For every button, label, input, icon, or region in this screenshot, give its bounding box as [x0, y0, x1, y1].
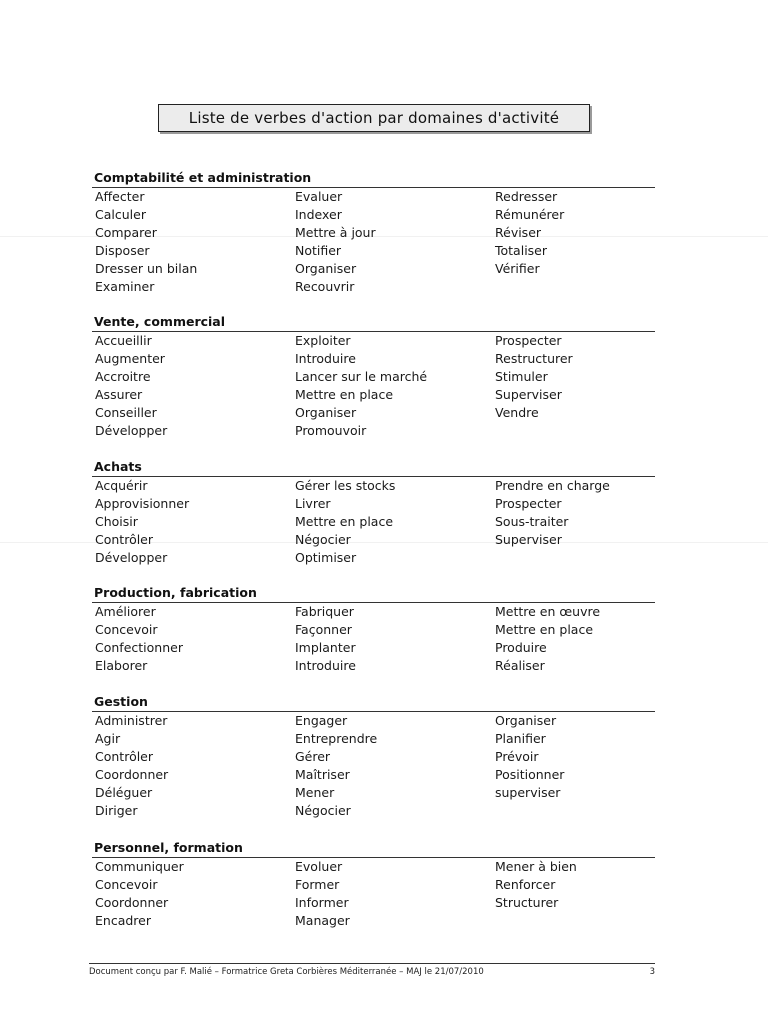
- verb-item: Acquérir: [95, 478, 148, 493]
- verb-item: Mettre en place: [295, 387, 394, 402]
- verb-item: Contrôler: [95, 532, 154, 547]
- verb-column: [495, 858, 655, 930]
- verb-item: Introduire: [295, 658, 356, 673]
- verb-item: Totaliser: [495, 243, 548, 258]
- verb-grid: [92, 712, 655, 820]
- verb-item: Dresser un bilan: [95, 261, 198, 276]
- verb-item: Notifier: [295, 243, 342, 258]
- verb-item: Evoluer: [295, 859, 343, 874]
- verb-item: Communiquer: [95, 859, 184, 874]
- verb-item: Concevoir: [95, 877, 158, 892]
- verb-item: Gérer les stocks: [295, 478, 396, 493]
- verb-item: Rémunérer: [495, 207, 565, 222]
- verb-item: Indexer: [295, 207, 342, 222]
- verb-item: Maîtriser: [295, 767, 350, 782]
- verb-column: [495, 712, 655, 820]
- verb-item: Structurer: [495, 895, 559, 910]
- verb-item: Augmenter: [95, 351, 165, 366]
- verb-item: Développer: [95, 423, 168, 438]
- verb-item: Fabriquer: [295, 604, 354, 619]
- verb-item: Disposer: [95, 243, 150, 258]
- verb-item: Exploiter: [295, 333, 351, 348]
- verb-column: [295, 603, 495, 675]
- verb-item: Mener: [295, 785, 335, 800]
- section-title: Production, fabrication: [94, 585, 257, 600]
- verb-item: Accueillir: [95, 333, 152, 348]
- verb-item: Renforcer: [495, 877, 556, 892]
- verb-column: [295, 188, 495, 296]
- verb-item: Prospecter: [495, 333, 562, 348]
- verb-grid: [92, 188, 655, 296]
- verb-item: Organiser: [295, 261, 357, 276]
- footer-text: Document conçu par F. Malié – Formatrice Greta Corbières Méditerranée – MAJ le 21/07/2010: [89, 967, 484, 977]
- verb-item: Prévoir: [495, 749, 539, 764]
- verb-item: Administrer: [95, 713, 168, 728]
- verb-item: Redresser: [495, 189, 558, 204]
- verb-item: Produire: [495, 640, 547, 655]
- verb-item: Choisir: [95, 514, 138, 529]
- verb-item: Réaliser: [495, 658, 545, 673]
- verb-item: Organiser: [495, 713, 557, 728]
- section-title: Personnel, formation: [94, 840, 243, 855]
- verb-item: Coordonner: [95, 767, 169, 782]
- verb-item: Manager: [295, 913, 350, 928]
- verb-item: Sous-traiter: [495, 514, 569, 529]
- verb-column: [495, 603, 655, 675]
- verb-item: Evaluer: [295, 189, 343, 204]
- verb-column: [295, 858, 495, 930]
- verb-item: Assurer: [95, 387, 143, 402]
- section-title: Comptabilité et administration: [94, 170, 312, 185]
- verb-item: Restructurer: [495, 351, 573, 366]
- verb-item: Examiner: [95, 279, 155, 294]
- verb-grid: [92, 477, 655, 567]
- verb-column: [495, 477, 655, 567]
- verb-item: Façonner: [295, 622, 352, 637]
- verb-column: [92, 477, 295, 567]
- verb-item: Négocier: [295, 803, 351, 818]
- verb-column: [92, 332, 295, 440]
- section: [92, 585, 655, 675]
- verb-item: Mettre à jour: [295, 225, 376, 240]
- verb-item: Informer: [295, 895, 349, 910]
- section: [92, 694, 655, 820]
- section: [92, 459, 655, 567]
- verb-item: Superviser: [495, 387, 562, 402]
- verb-item: Engager: [295, 713, 348, 728]
- verb-item: Mener à bien: [495, 859, 577, 874]
- section: [92, 170, 655, 296]
- verb-item: Coordonner: [95, 895, 169, 910]
- verb-item: Développer: [95, 550, 168, 565]
- verb-column: [495, 332, 655, 440]
- verb-item: Conseiller: [95, 405, 157, 420]
- verb-column: [92, 712, 295, 820]
- verb-item: Prendre en charge: [495, 478, 610, 493]
- section: [92, 314, 655, 440]
- verb-item: Elaborer: [95, 658, 148, 673]
- page-footer: [89, 963, 655, 977]
- verb-item: Améliorer: [95, 604, 156, 619]
- verb-grid: [92, 603, 655, 675]
- verb-item: Promouvoir: [295, 423, 367, 438]
- verb-item: Réviser: [495, 225, 542, 240]
- verb-item: Implanter: [295, 640, 356, 655]
- verb-item: Accroitre: [95, 369, 151, 384]
- verb-item: Calculer: [95, 207, 146, 222]
- verb-item: Approvisionner: [95, 496, 190, 511]
- verb-item: Mettre en place: [495, 622, 594, 637]
- verb-item: Livrer: [295, 496, 331, 511]
- document-title-box: [158, 104, 590, 132]
- section: [92, 840, 655, 930]
- document-title: Liste de verbes d'action par domaines d'activité: [188, 109, 560, 127]
- verb-item: Optimiser: [295, 550, 357, 565]
- section-title: Vente, commercial: [94, 314, 226, 329]
- verb-item: Positionner: [495, 767, 565, 782]
- verb-grid: [92, 332, 655, 440]
- verb-column: [92, 603, 295, 675]
- verb-item: Mettre en œuvre: [495, 604, 601, 619]
- verb-item: Agir: [95, 731, 121, 746]
- verb-column: [295, 332, 495, 440]
- verb-column: [92, 858, 295, 930]
- verb-item: Mettre en place: [295, 514, 394, 529]
- verb-item: Négocier: [295, 532, 351, 547]
- verb-item: Planifier: [495, 731, 546, 746]
- verb-item: Vérifier: [495, 261, 540, 276]
- verb-column: [92, 188, 295, 296]
- verb-item: Introduire: [295, 351, 356, 366]
- section-title: Gestion: [94, 694, 148, 709]
- verb-item: Recouvrir: [295, 279, 355, 294]
- verb-item: Vendre: [495, 405, 539, 420]
- verb-column: [495, 188, 655, 296]
- verb-item: Déléguer: [95, 785, 153, 800]
- verb-item: Encadrer: [95, 913, 151, 928]
- verb-item: Organiser: [295, 405, 357, 420]
- verb-grid: [92, 858, 655, 930]
- verb-column: [295, 477, 495, 567]
- verb-item: Comparer: [95, 225, 157, 240]
- section-title: Achats: [94, 459, 142, 474]
- verb-item: Entreprendre: [295, 731, 378, 746]
- verb-item: Diriger: [95, 803, 138, 818]
- verb-item: Stimuler: [495, 369, 548, 384]
- verb-item: Lancer sur le marché: [295, 369, 428, 384]
- verb-item: Confectionner: [95, 640, 183, 655]
- page-number: 3: [649, 967, 655, 977]
- verb-item: Superviser: [495, 532, 562, 547]
- verb-column: [295, 712, 495, 820]
- verb-item: Former: [295, 877, 340, 892]
- verb-item: Gérer: [295, 749, 331, 764]
- verb-item: Contrôler: [95, 749, 154, 764]
- verb-item: superviser: [495, 785, 561, 800]
- verb-item: Affecter: [95, 189, 145, 204]
- verb-item: Concevoir: [95, 622, 158, 637]
- verb-item: Prospecter: [495, 496, 562, 511]
